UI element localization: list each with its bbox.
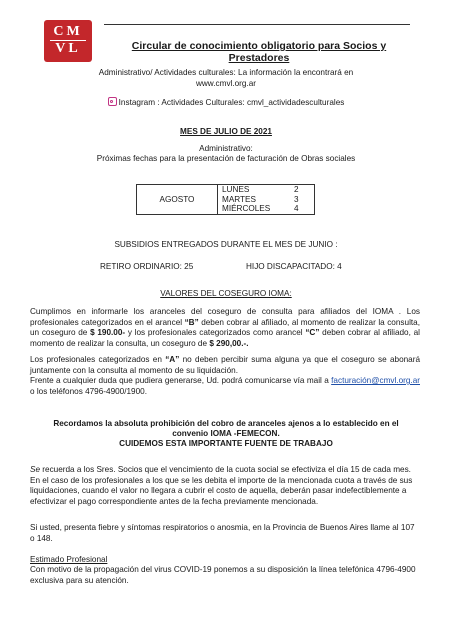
p1-text-c: deben cobrar al afiliado, al momento de realizar la consulta, un coseguro de <box>30 317 420 337</box>
day-number: 3 <box>294 194 299 204</box>
p1-text-a: Cumplimos en informarle los aranceles del coseguro de consulta para afiliados del IOMA . Los profesionales categorizados en el arancel <box>30 307 420 327</box>
hijo-discapacitado: HIJO DISCAPACITADO: 4 <box>246 262 342 271</box>
estimado-title: Estimado Profesional <box>30 555 108 564</box>
p2-text-c: Frente a cualquier duda que pudiera generarse, Ud. podrá comunicarse vía mail a <box>30 376 332 385</box>
schedule-days <box>218 185 315 215</box>
contact-email-link[interactable]: facturación@cmvl.org.ar <box>331 376 420 385</box>
p2-text-d: o los teléfonos 4796-4900/1900. <box>30 386 147 396</box>
header-rule <box>104 24 410 25</box>
p1-text-e: deben cobrar al afiliado, al momento de realizar la consulta, un coseguro de <box>30 328 420 348</box>
warning-line-1: Recordamos la absoluta prohibición del cobro de aranceles ajenos a lo establecido en el <box>53 419 399 428</box>
retiro-ordinario: RETIRO ORDINARIO: 25 <box>100 262 194 271</box>
p3-se: Se <box>30 465 41 474</box>
coseguro-paragraph <box>30 307 420 349</box>
schedule-day-row <box>222 204 310 214</box>
cmvl-logo <box>44 20 92 62</box>
schedule-day-row <box>222 195 310 205</box>
schedule-month: AGOSTO <box>137 185 218 215</box>
admin-label: Administrativo: <box>199 144 253 153</box>
admin-text: Próximas fechas para la presentación de facturación de Obras sociales <box>96 154 356 163</box>
p3-text: recuerda a los Sres. Socios que el vencimiento de la cuota social se efectiviza el día 15 de cada mes. En el caso de los profesionales a los que se les debita el importe de la mencionada cuota a través de sus liquidaciones, cuando el valor no llegara a cubrir el costo de aquella, deberán pasar indefectiblemente a efectivizar el pago correspondiente antes de la fecha previamente mencionada. <box>30 465 413 506</box>
covid-symptoms-paragraph: Si usted, presenta fiebre y síntomas respiratorios o anosmia, en la Provincia de Buenos Aires llame al 107 o 148. <box>30 523 415 543</box>
day-number: 2 <box>294 185 299 194</box>
cuota-paragraph <box>30 465 420 507</box>
intro-line-1: Administrativo/ Actividades culturales: La información la encontrará en <box>98 68 354 77</box>
billing-schedule-table <box>136 184 315 215</box>
day-name: MARTES <box>222 194 256 204</box>
category-c: “C” <box>305 328 320 337</box>
estimado-text: Con motivo de la propagación del virus COVID-19 ponemos a su disposición la línea telefónica 4796-4900 exclusiva para su atención. <box>30 565 416 585</box>
valores-title: VALORES DEL COSEGURO IOMA: <box>160 289 292 298</box>
month-title: MES DE JULIO DE 2021 <box>180 127 272 136</box>
p1-text-d: y los profesionales categorizados como arancel <box>125 328 306 337</box>
day-number: 4 <box>294 204 299 213</box>
day-name: MIÉRCOLES <box>222 204 271 213</box>
instagram-icon <box>108 97 117 106</box>
logo-line-2: VL <box>55 41 81 56</box>
day-name: LUNES <box>222 185 250 194</box>
intro-instagram <box>30 97 422 109</box>
p2-text-a: Los profesionales categorizados en <box>30 355 166 364</box>
intro-website[interactable]: www.cmvl.org.ar <box>195 79 257 88</box>
price-b: $ 190.00- <box>90 328 126 337</box>
page-title: Circular de conocimiento obligatorio para Socios y Prestadores <box>131 40 387 64</box>
warning-line-2: convenio IOMA -FEMECON. <box>172 429 280 438</box>
p2-text-b: no deben percibir suma alguna ya que el coseguro se abonará juntamente con la consulta al momento de su liquidación. <box>30 355 421 375</box>
instagram-text: Instagram : Actividades Culturales: cmvl_actividadesculturales <box>118 98 345 107</box>
logo-line-1: CM <box>53 24 83 39</box>
warning-line-3: CUIDEMOS ESTA IMPORTANTE FUENTE DE TRABAJO <box>119 439 333 448</box>
category-a: “A” <box>165 355 180 364</box>
price-c: $ 290,00.-. <box>209 338 249 348</box>
category-b: “B” <box>184 317 199 327</box>
subsidios-title: SUBSIDIOS ENTREGADOS DURANTE EL MES DE JUNIO : <box>114 240 338 249</box>
schedule-day-row <box>222 185 310 195</box>
category-a-paragraph <box>30 355 420 397</box>
